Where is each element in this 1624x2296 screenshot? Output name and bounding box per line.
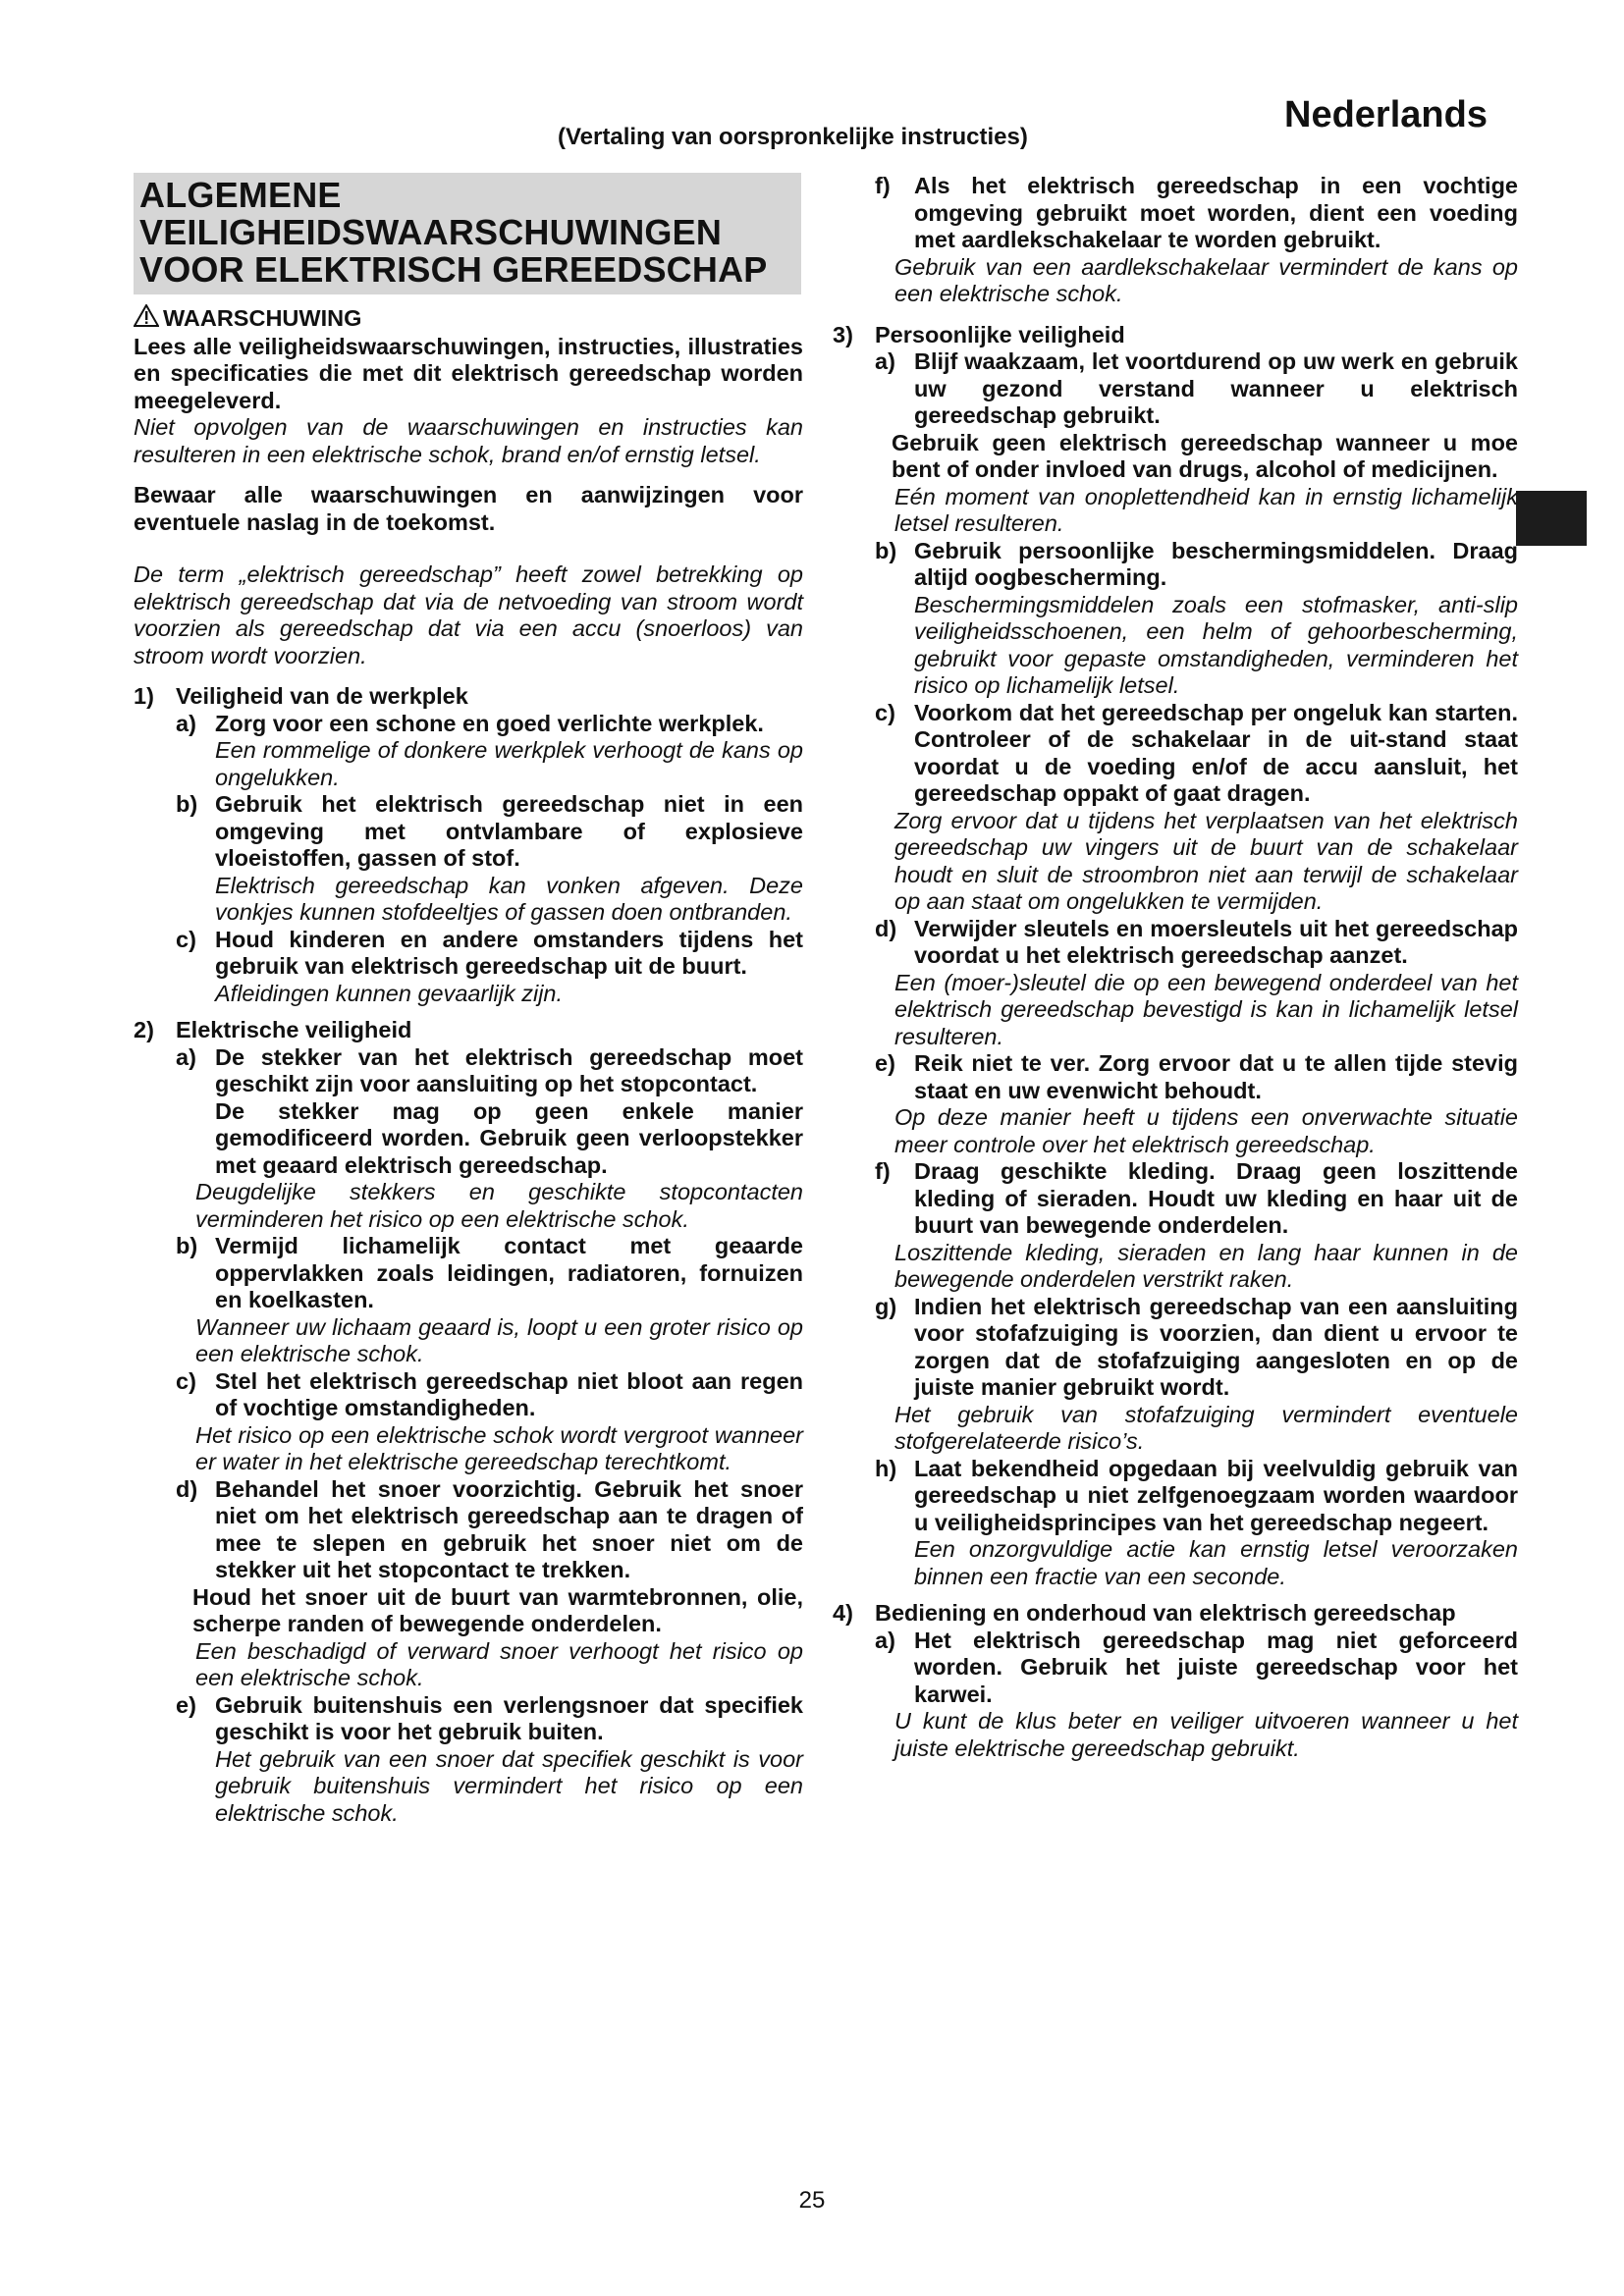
- item-text: Zorg voor een schone en goed verlichte werkplek.: [215, 710, 764, 736]
- title-line-3: VOOR ELEKTRISCH GEREEDSCHAP: [139, 249, 768, 290]
- section-number: 4): [833, 1600, 853, 1626]
- section-title: Elektrische veiligheid: [176, 1017, 412, 1042]
- list-item: [176, 1233, 803, 1314]
- list-item: [176, 927, 803, 981]
- list-item: [176, 791, 803, 873]
- item-text: De stekker van het elektrisch gereedschap moet geschikt zijn voor aansluiting op het stopcontact.: [215, 1043, 803, 1096]
- item-note: Elektrisch gereedschap kan vonken afgeven. Deze vonkjes kunnen stofdeeltjes of gassen doen ontbranden.: [215, 872, 803, 925]
- section-3-heading: [833, 322, 1518, 349]
- list-item: [875, 1050, 1518, 1104]
- keep-instructions-text: Bewaar alle waarschuwingen en aanwijzingen voor eventuele naslag in de toekomst.: [134, 482, 803, 535]
- list-item: [875, 1158, 1518, 1240]
- item-note: Een (moer-)sleutel die op een bewegend onderdeel van het elektrisch gereedschap bevestigd is kan in lichamelijk letsel resulteren.: [894, 969, 1518, 1049]
- item-note: Wanneer uw lichaam geaard is, loopt u een groter risico op een elektrische schok.: [195, 1313, 803, 1366]
- item-letter: e): [875, 1050, 895, 1076]
- item-letter: a): [875, 1627, 895, 1653]
- right-column: [833, 173, 1518, 1762]
- list-item: [176, 1476, 803, 1584]
- item-text-continued: Houd het snoer uit de buurt van warmtebronnen, olie, scherpe randen of bewegende onderdelen.: [192, 1583, 803, 1636]
- item-letter: f): [875, 1158, 891, 1184]
- item-letter: e): [176, 1691, 196, 1718]
- item-letter: b): [176, 791, 198, 817]
- item-letter: c): [176, 926, 196, 952]
- item-text: Blijf waakzaam, let voortdurend op uw werk en gebruik uw gezond verstand wanneer u elektrisch gereedschap gebruikt.: [914, 348, 1518, 428]
- list-item: [176, 711, 803, 738]
- list-item: [875, 700, 1518, 808]
- section-2-heading: [134, 1017, 803, 1044]
- item-note: Afleidingen kunnen gevaarlijk zijn.: [215, 980, 564, 1006]
- item-text: Gebruik het elektrisch gereedschap niet in een omgeving met ontvlambare of explosieve vloeistoffen, gassen of stof.: [215, 791, 803, 871]
- translation-subtitle: (Vertaling van oorspronkelijke instructies): [558, 124, 1028, 150]
- warning-bold-text: Lees alle veiligheidswaarschuwingen, instructies, illustraties en specificaties die met dit elektrisch gereedschap worden meegeleverd.: [134, 333, 803, 413]
- section-title-box: [134, 173, 801, 294]
- list-item: [875, 1628, 1518, 1709]
- item-text-continued: Gebruik geen elektrisch gereedschap wanneer u moe bent of onder invloed van drugs, alcohol of medicijnen.: [892, 429, 1518, 482]
- title-line-2: VEILIGHEIDSWAARSCHUWINGEN: [139, 212, 723, 252]
- item-text-continued: De stekker mag op geen enkele manier gemodificeerd worden. Gebruik geen verloopstekker met geaard elektrisch gereedschap.: [215, 1097, 803, 1178]
- item-letter: b): [875, 537, 897, 563]
- list-item: [875, 173, 1518, 254]
- item-text: Laat bekendheid opgedaan bij veelvuldig gebruik van gereedschap u niet zelfgenoegzaam worden waardoor u veiligheidsprincipes van het gereedschap negeert.: [914, 1455, 1518, 1535]
- warning-heading-text: WAARSCHUWING: [163, 305, 362, 331]
- item-text: Reik niet te ver. Zorg ervoor dat u te allen tijde stevig staat en uw evenwicht behoudt.: [914, 1050, 1518, 1103]
- list-item: [875, 348, 1518, 430]
- item-note: Loszittende kleding, sieraden en lang haar kunnen in de bewegende onderdelen verstrikt raken.: [894, 1239, 1518, 1292]
- term-definition: De term „elektrisch gereedschap” heeft zowel betrekking op elektrisch gereedschap dat via de netvoeding van stroom wordt voorzien als gereedschap dat via een accu (snoerloos) van stroom wordt voorzien.: [134, 561, 803, 668]
- item-text: Gebruik persoonlijke beschermingsmiddelen. Draag altijd oogbescherming.: [914, 537, 1518, 590]
- item-note: Het gebruik van stofafzuiging vermindert eventuele stofgerelateerde risico’s.: [894, 1401, 1518, 1454]
- list-item: [176, 1044, 803, 1098]
- item-text: Draag geschikte kleding. Draag geen loszittende kleding of sieraden. Houdt uw kleding en haar uit de buurt van bewegende onderdelen.: [914, 1158, 1518, 1238]
- item-text: Stel het elektrisch gereedschap niet bloot aan regen of vochtige omstandigheden.: [215, 1367, 803, 1420]
- section-number: 3): [833, 321, 853, 347]
- item-letter: a): [176, 1043, 196, 1070]
- item-letter: d): [176, 1475, 198, 1502]
- section-title: Veiligheid van de werkplek: [176, 683, 468, 709]
- section-number: 1): [134, 683, 154, 709]
- item-letter: h): [875, 1455, 897, 1481]
- item-note: Een onzorgvuldige actie kan ernstig letsel veroorzaken binnen een fractie van een seconde.: [914, 1536, 1518, 1589]
- item-note: Op deze manier heeft u tijdens een onverwachte situatie meer controle over het elektrisch gereedschap.: [894, 1104, 1518, 1157]
- item-note: Zorg ervoor dat u tijdens het verplaatsen van het elektrisch gereedschap uw vingers uit de buurt van de schakelaar houdt en sluit de stroombron niet aan terwijl de schakelaar op aan staat om ongelukken te vermijden.: [894, 807, 1518, 914]
- section-title: Persoonlijke veiligheid: [875, 321, 1125, 347]
- item-text: Als het elektrisch gereedschap in een vochtige omgeving gebruikt moet worden, dient een voeding met aardlekschakelaar te worden gebruikt.: [914, 173, 1518, 252]
- item-letter: g): [875, 1293, 897, 1319]
- item-letter: c): [176, 1367, 196, 1394]
- item-text: Verwijder sleutels en moersleutels uit het gereedschap voordat u het elektrisch gereedschap aanzet.: [914, 915, 1518, 968]
- list-item: [875, 538, 1518, 592]
- item-text: Indien het elektrisch gereedschap van een aansluiting voor stofafzuiging is voorzien, dan dient u ervoor te zorgen dat de stofafzuiging aangesloten en op de juiste manier gebruikt wordt.: [914, 1293, 1518, 1400]
- item-note: Beschermingsmiddelen zoals een stofmasker, anti-slip veiligheidsschoenen, een helm of gehoorbescherming, gebruikt voor gepaste omstandigheden, verminderen het risico op lichamelijk letsel.: [914, 591, 1518, 698]
- item-letter: f): [875, 173, 891, 198]
- item-note: U kunt de klus beter en veiliger uitvoeren wanneer u het juiste elektrische gereedschap gebruikt.: [894, 1708, 1518, 1761]
- item-note: Een rommelige of donkere werkplek verhoogt de kans op ongelukken.: [215, 737, 803, 790]
- item-note: Eén moment van onoplettendheid kan in ernstig lichamelijk letsel resulteren.: [894, 483, 1518, 536]
- item-letter: b): [176, 1233, 198, 1258]
- section-title: Bediening en onderhoud van elektrisch gereedschap: [875, 1600, 1456, 1626]
- section-number: 2): [134, 1017, 154, 1042]
- item-letter: a): [875, 348, 895, 374]
- item-letter: c): [875, 699, 895, 725]
- warning-note: Niet opvolgen van de waarschuwingen en instructies kan resulteren in een elektrische schok, brand en/of ernstig letsel.: [134, 414, 803, 467]
- warning-heading: [134, 304, 803, 334]
- list-item: [176, 1692, 803, 1746]
- left-column: [134, 173, 803, 1827]
- warning-triangle-icon: [134, 304, 159, 334]
- page-number: 25: [798, 2187, 826, 2214]
- item-letter: a): [176, 710, 196, 736]
- section-1-heading: [134, 683, 803, 711]
- item-note: Gebruik van een aardlekschakelaar vermindert de kans op een elektrische schok.: [894, 253, 1518, 306]
- item-text: Gebruik buitenshuis een verlengsnoer dat specifiek geschikt is voor het gebruik buiten.: [215, 1691, 803, 1744]
- item-text: Vermijd lichamelijk contact met geaarde oppervlakken zoals leidingen, radiatoren, fornuizen en koelkasten.: [215, 1233, 803, 1312]
- item-note: Een beschadigd of verward snoer verhoogt het risico op een elektrische schok.: [195, 1637, 803, 1690]
- item-text: Voorkom dat het gereedschap per ongeluk kan starten. Controleer of de schakelaar in de uit-stand staat voordat u de voeding en/of de accu aansluit, het gereedschap oppakt of gaat dragen.: [914, 699, 1518, 806]
- list-item: [875, 1456, 1518, 1537]
- item-letter: d): [875, 915, 897, 941]
- item-text: Houd kinderen en andere omstanders tijdens het gebruik van elektrisch gereedschap uit de buurt.: [215, 926, 803, 979]
- item-note: Het risico op een elektrische schok wordt vergroot wanneer er water in het elektrische gereedschap terechtkomt.: [195, 1421, 803, 1474]
- section-tab-marker: [1516, 491, 1587, 546]
- list-item: [875, 916, 1518, 970]
- list-item: [176, 1368, 803, 1422]
- section-4-heading: [833, 1600, 1518, 1628]
- item-note: Het gebruik van een snoer dat specifiek geschikt is voor gebruik buitenshuis vermindert het risico op een elektrische schok.: [215, 1745, 803, 1826]
- item-text: Behandel het snoer voorzichtig. Gebruik het snoer niet om het elektrisch gereedschap aan te dragen of mee te slepen en gebruik het snoer niet om de stekker uit het stopcontact te trekken.: [215, 1475, 803, 1582]
- list-item: [875, 1294, 1518, 1402]
- language-label: Nederlands: [1284, 94, 1488, 135]
- item-text: Het elektrisch gereedschap mag niet geforceerd worden. Gebruik het juiste gereedschap voor het karwei.: [914, 1627, 1518, 1707]
- item-note: Deugdelijke stekkers en geschikte stopcontacten verminderen het risico op een elektrische schok.: [195, 1179, 803, 1232]
- title-line-1: ALGEMENE: [139, 175, 342, 215]
